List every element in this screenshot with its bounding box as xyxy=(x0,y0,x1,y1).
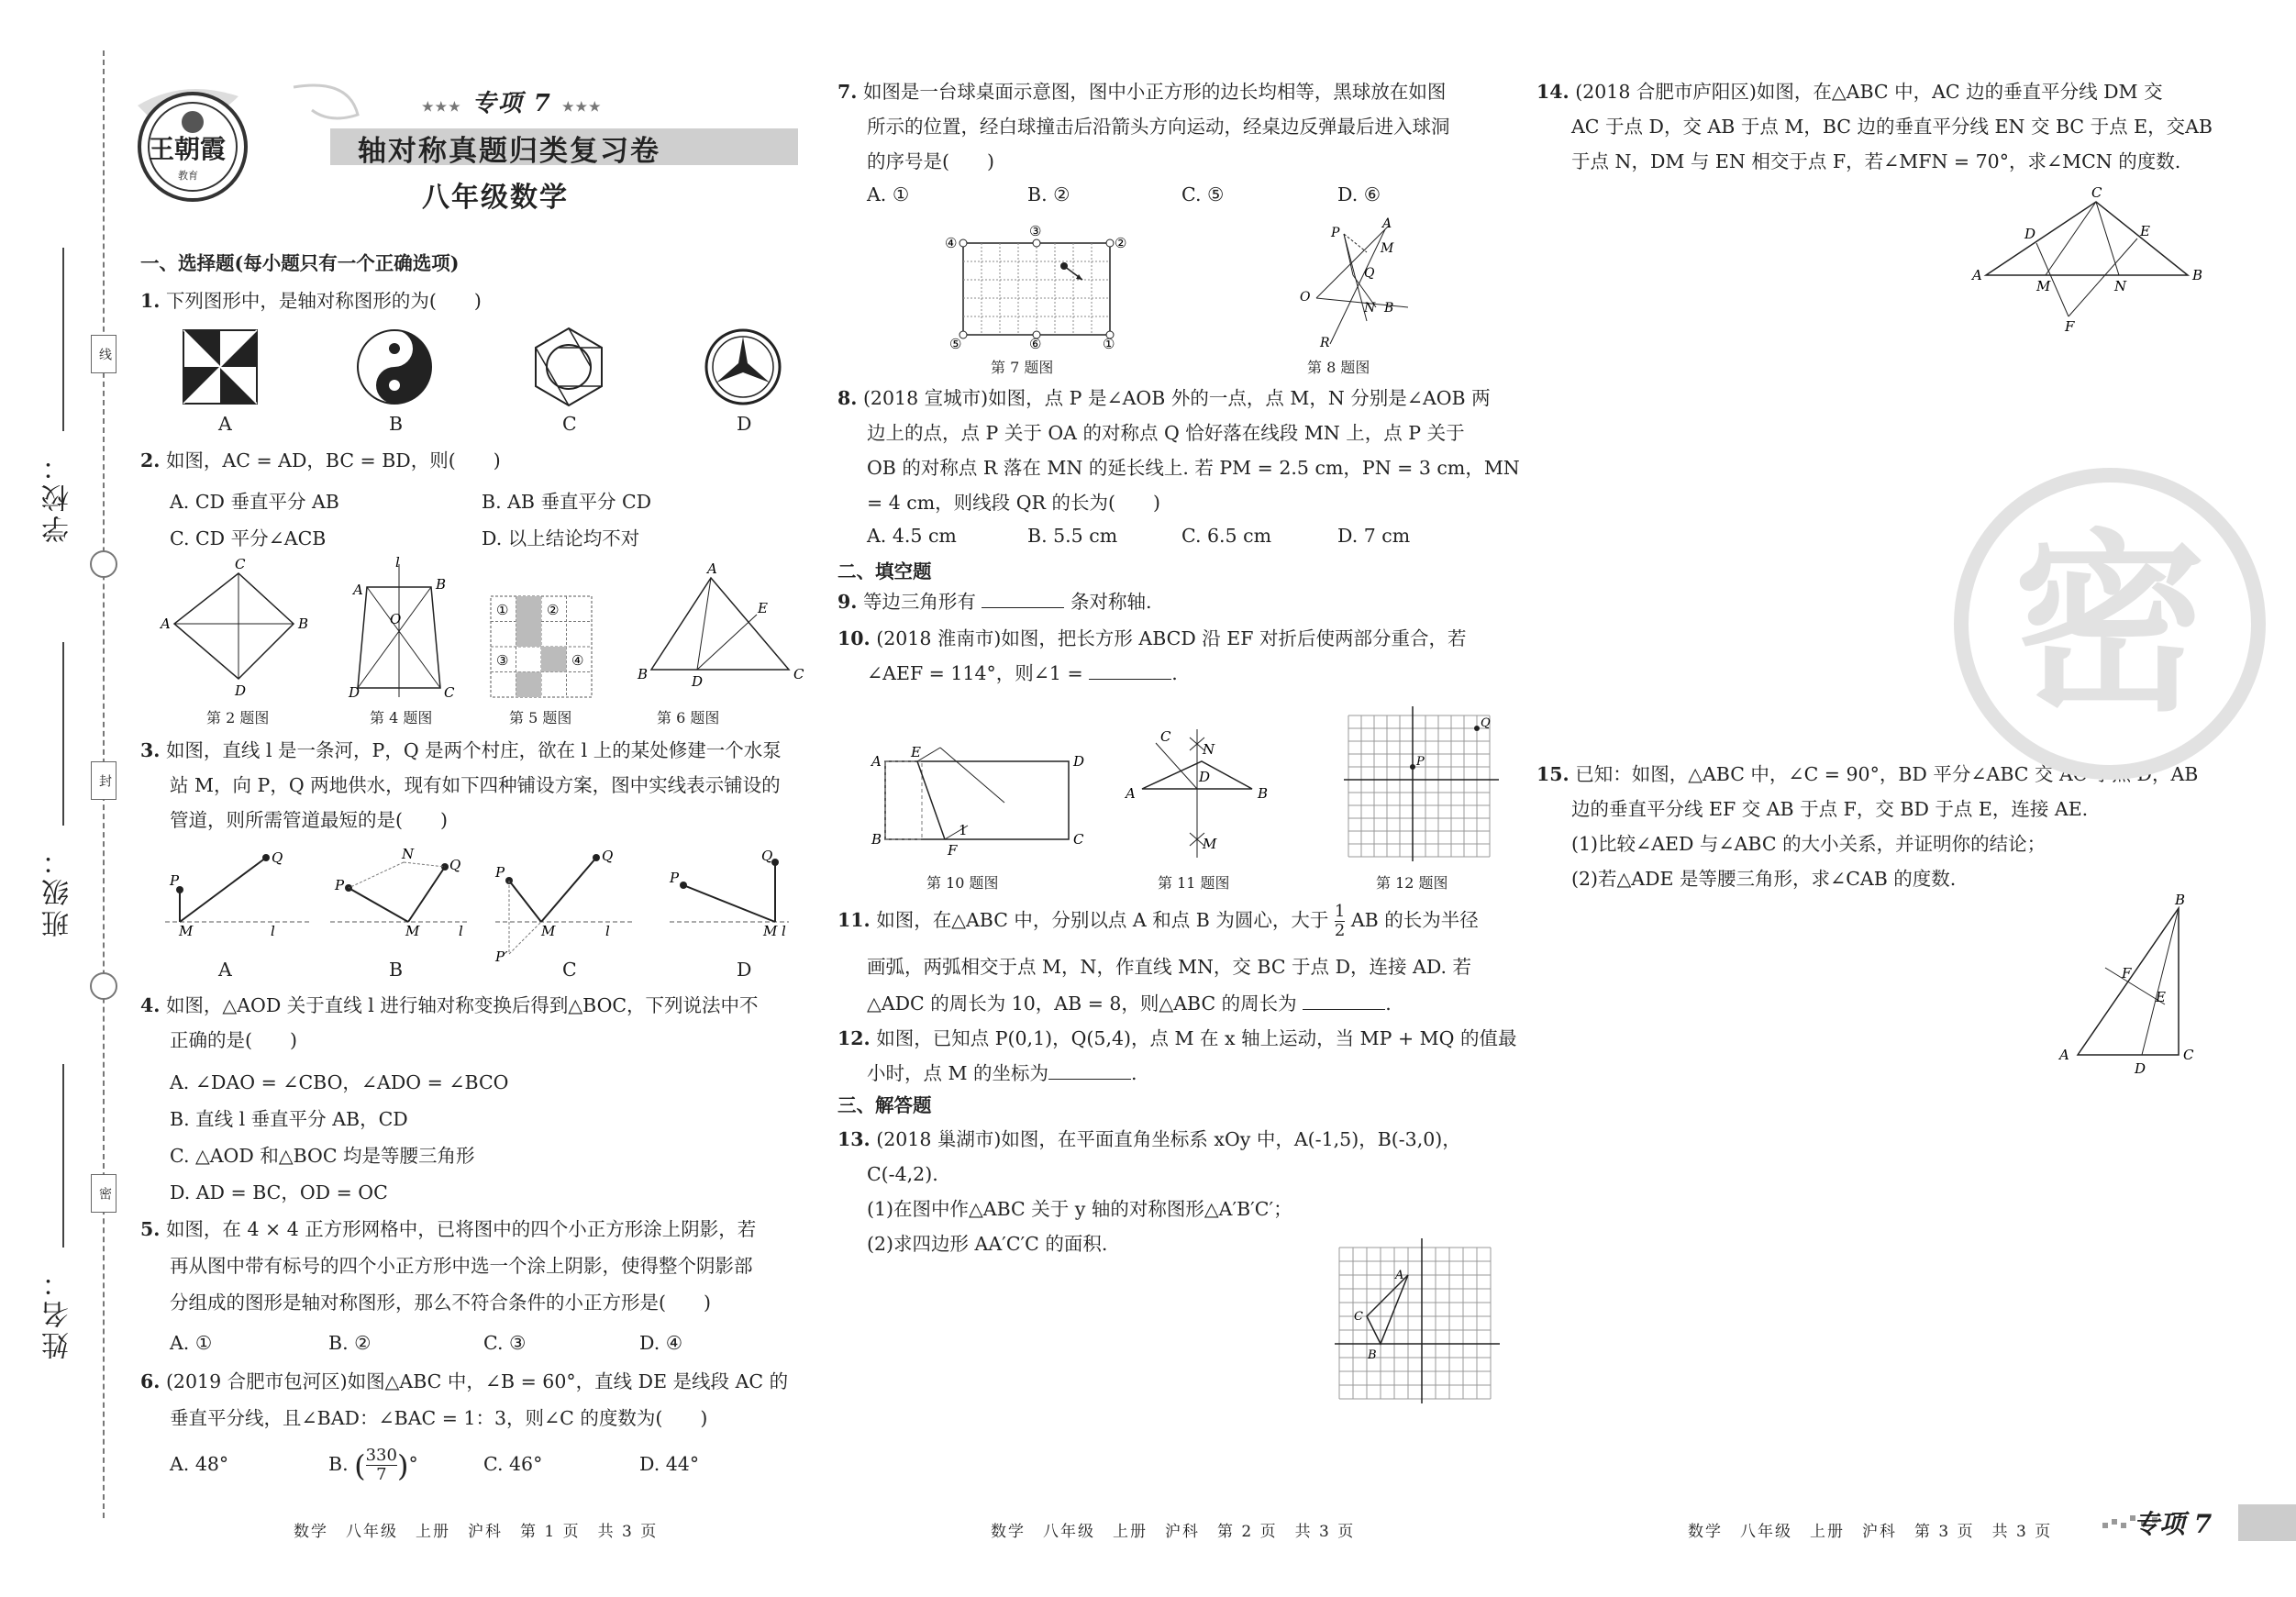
svg-text:l: l xyxy=(782,923,786,939)
svg-text:①: ① xyxy=(1103,336,1115,352)
question-4: 4. 如图，△AOD 关于直线 l 进行轴对称变换后得到△BOC，下列说法中不 xyxy=(140,994,759,1016)
q13-line: (2)求四边形 AA′C′C 的面积. xyxy=(867,1233,1108,1255)
svg-text:B: B xyxy=(2192,267,2203,283)
svg-text:D: D xyxy=(692,673,704,690)
caption: 第 7 题图 xyxy=(991,359,1054,376)
q1-option-d[interactable]: D xyxy=(737,413,752,435)
q10-answer-blank[interactable] xyxy=(1089,662,1171,680)
angle-reflection-figure xyxy=(1289,216,1417,350)
q3-figures xyxy=(165,844,807,965)
plan-b xyxy=(330,846,468,939)
svg-text:F: F xyxy=(948,842,958,859)
binding-margin xyxy=(0,0,138,1597)
section-fill: 二、填空题 xyxy=(837,560,932,582)
confidential-watermark-icon xyxy=(1954,468,2266,780)
svg-text:③: ③ xyxy=(496,652,509,669)
svg-text:⑤: ⑤ xyxy=(949,336,962,352)
question-8: 8. (2018 宣城市)如图，点 P 是∠AOB 外的一点，点 M，N 分别是∠AOB 两 xyxy=(837,387,1491,409)
q9-answer-blank[interactable] xyxy=(982,591,1064,608)
star-icon: ★★★ xyxy=(422,100,462,115)
caption: 第 4 题图 xyxy=(370,709,433,726)
class-label: 班级： xyxy=(42,844,74,937)
point-P xyxy=(1410,764,1415,770)
svg-text:M: M xyxy=(405,923,420,939)
q1-figures xyxy=(174,326,798,417)
q8-line: 边上的点，点 P 关于 OA 的对称点 Q 恰好落在线段 MN 上，点 P 关于 xyxy=(867,422,1465,444)
svg-text:②: ② xyxy=(547,602,560,618)
svg-text:D: D xyxy=(1073,753,1085,770)
svg-text:B: B xyxy=(1384,301,1394,316)
svg-text:P: P xyxy=(170,872,180,889)
svg-text:①: ① xyxy=(496,602,509,618)
q6-option-a[interactable]: A. 48° xyxy=(170,1453,229,1475)
q1-option-a[interactable]: A xyxy=(218,413,232,435)
vertex-label: C xyxy=(1354,1310,1363,1324)
svg-text:l: l xyxy=(605,923,610,939)
q7-line: 的序号是( ) xyxy=(867,150,994,172)
question-5: 5. 如图，在 4 × 4 正方形网格中，已将图中的四个小正方形涂上阴影，若 xyxy=(140,1218,757,1240)
svg-text:D: D xyxy=(349,684,360,701)
svg-text:O: O xyxy=(1300,290,1311,305)
q2-q6-figures xyxy=(156,554,816,715)
svg-text:④: ④ xyxy=(571,652,584,669)
svg-text:P: P xyxy=(670,870,680,886)
svg-text:D: D xyxy=(1199,769,1211,785)
question-2: 2. 如图，AC = AD，BC = BD，则( ) xyxy=(140,449,501,471)
svg-text:1: 1 xyxy=(959,822,968,838)
caption: 第 12 题图 xyxy=(1376,874,1448,892)
svg-text:D: D xyxy=(2024,226,2036,242)
q14-line: AC 于点 D，交 AB 于点 M，BC 边的垂直平分线 EN 交 BC 于点 E，交AB xyxy=(1571,116,2213,138)
logo-text: 王朝霞 xyxy=(149,134,227,164)
svg-text:M: M xyxy=(2036,278,2051,294)
section-choice: 一、选择题(每小题只有一个正确选项) xyxy=(140,252,460,274)
binding-hole-icon xyxy=(90,550,117,578)
caption: 第 5 题图 xyxy=(509,709,572,726)
q8-option-b[interactable]: B. 5.5 cm xyxy=(1027,525,1118,547)
logo-sub: 教育 xyxy=(178,170,198,182)
svg-text:P: P xyxy=(495,864,505,881)
svg-text:B: B xyxy=(638,666,649,682)
question-12: 12. 如图，已知点 P(0,1)，Q(5,4)，点 M 在 x 轴上运动，当 MP + MQ 的值最 xyxy=(837,1027,1517,1049)
page-subtitle: 八年级数学 xyxy=(422,182,569,214)
footer-page-2: 数学 八年级 上册 沪科 第 2 页 共 3 页 xyxy=(991,1523,1356,1541)
svg-text:E: E xyxy=(2140,223,2150,239)
svg-text:C: C xyxy=(2091,184,2102,201)
q5-option-a[interactable]: A. ① xyxy=(170,1332,213,1354)
section-solve: 三、解答题 xyxy=(837,1094,932,1116)
q7-option-b[interactable]: B. ② xyxy=(1027,183,1070,205)
seal-char: 线 xyxy=(91,335,116,373)
svg-text:④: ④ xyxy=(945,235,958,251)
school-label: 学校： xyxy=(42,449,74,543)
svg-text:N: N xyxy=(402,846,415,862)
page-title: 轴对称真题归类复习卷 xyxy=(358,135,660,168)
svg-text:D: D xyxy=(2135,1060,2146,1077)
q14-line: 于点 N，DM 与 EN 相交于点 F，若∠MFN = 70°，求∠MCN 的度数. xyxy=(1571,150,2181,172)
q6-line: 垂直平分线，且∠BAD：∠BAC = 1：3，则∠C 的度数为( ) xyxy=(170,1407,708,1429)
q15-line: 边的垂直平分线 EF 交 AB 于点 F，交 BD 于点 E，连接 AE. xyxy=(1571,798,2089,820)
svg-text:R: R xyxy=(1320,336,1330,350)
svg-text:Q: Q xyxy=(1364,266,1375,281)
q6-option-c[interactable]: C. 46° xyxy=(483,1453,543,1475)
svg-text:A: A xyxy=(707,560,717,577)
point-label: P xyxy=(1416,755,1425,769)
q8-line: = 4 cm，则线段 QR 的长为( ) xyxy=(867,492,1160,514)
q3-line: 站 M，向 P，Q 两地供水，现有如下四种铺设方案，图中实线表示铺设的 xyxy=(170,774,781,796)
question-15: 15. 已知：如图，△ABC 中，∠C = 90°，BD 平分∠ABC 交 AC 于点 D，AB xyxy=(1536,763,2199,785)
svg-text:C: C xyxy=(2183,1047,2194,1063)
q11-line: 画弧，两弧相交于点 M，N，作直线 MN，交 BC 于点 D，连接 AD. 若 xyxy=(867,956,1472,978)
q2-option-c[interactable]: C. CD 平分∠ACB xyxy=(170,527,327,549)
svg-text:B: B xyxy=(2175,892,2186,908)
svg-text:A: A xyxy=(1126,785,1136,802)
caption: 第 11 题图 xyxy=(1158,874,1230,892)
svg-text:C: C xyxy=(793,666,804,682)
binding-hole-icon xyxy=(90,972,117,1000)
svg-text:B: B xyxy=(871,831,882,848)
q12-line2: 小时，点 M 的坐标为 . xyxy=(867,1062,1137,1084)
seal-char: 密 xyxy=(91,1174,116,1213)
svg-text:l: l xyxy=(459,923,463,939)
q7-line: 所示的位置，经白球撞击后沿箭头方向运动，经桌边反弹最后进入球洞 xyxy=(867,116,1450,138)
perp-bisector-figure xyxy=(1124,725,1270,862)
q15-right-triangle-figure xyxy=(2050,892,2197,1082)
svg-text:A: A xyxy=(2059,1047,2069,1063)
svg-text:B: B xyxy=(298,616,309,632)
svg-text:C: C xyxy=(235,556,246,572)
fold-rectangle-figure xyxy=(867,734,1085,862)
q15-line: (2)若△ADE 是等腰三角形，求∠CAB 的度数. xyxy=(1571,868,1957,890)
q13-line: (1)在图中作△ABC 关于 y 轴的对称图形△A′B′C′； xyxy=(867,1198,1292,1220)
question-11: 11. 如图，在△ABC 中，分别以点 A 和点 B 为圆心，大于 $\frac{1}{2}$ AB 的长为半径 xyxy=(837,902,1479,940)
trapezoid-figure xyxy=(348,554,455,701)
q3-option-b[interactable]: B xyxy=(389,959,404,981)
svg-text:M: M xyxy=(179,923,194,939)
q11-line3: △ADC 的周长为 10，AB = 8，则△ABC 的周长为 . xyxy=(867,993,1392,1015)
svg-text:P′: P′ xyxy=(495,948,508,965)
q3-option-c[interactable]: C xyxy=(562,959,577,981)
svg-text:A: A xyxy=(1382,216,1392,231)
q4-option-b[interactable]: B. 直线 l 垂直平分 AB，CD xyxy=(170,1108,408,1130)
svg-text:⑥: ⑥ xyxy=(1029,336,1042,352)
triangle-figure xyxy=(637,560,804,690)
q7-option-c[interactable]: C. ⑤ xyxy=(1181,183,1225,205)
question-6: 6. (2019 合肥市包河区)如图△ABC 中，∠B = 60°，直线 DE 是线段 AC 的 xyxy=(140,1370,789,1392)
svg-text:E: E xyxy=(2156,989,2166,1005)
svg-text:P: P xyxy=(1331,226,1340,240)
svg-text:N: N xyxy=(2114,278,2127,294)
q8-line: OB 的对称点 R 落在 MN 的延长线上. 若 PM = 2.5 cm，PN = 3 cm，MN xyxy=(867,457,1520,479)
svg-text:F: F xyxy=(2065,318,2075,335)
q8-option-a[interactable]: A. 4.5 cm xyxy=(867,525,957,547)
pinwheel-figure xyxy=(183,330,257,404)
caption: 第 2 题图 xyxy=(206,709,270,726)
q1-option-c[interactable]: C xyxy=(562,413,577,435)
q2-option-b[interactable]: B. AB 垂直平分 CD xyxy=(482,491,652,513)
plan-c xyxy=(494,848,633,965)
footer-badge-bg xyxy=(2238,1504,2296,1541)
svg-text:M: M xyxy=(763,923,778,939)
svg-text:M: M xyxy=(1203,836,1217,852)
name-field xyxy=(62,1064,64,1248)
svg-text:B: B xyxy=(1258,785,1269,802)
question-13: 13. (2018 巢湖市)如图，在平面直角坐标系 xOy 中，A(-1,5)，B(-3,0)， xyxy=(837,1128,1461,1150)
plan-d xyxy=(669,848,789,939)
svg-text:Q: Q xyxy=(449,857,461,873)
q14-triangle-figure xyxy=(1968,184,2206,335)
seal-char: 封 xyxy=(91,761,116,800)
svg-text:C: C xyxy=(1160,728,1171,745)
q13-line: C(-4,2). xyxy=(867,1163,938,1185)
billiard-table-figure xyxy=(945,225,1128,353)
svg-text:E: E xyxy=(911,744,921,760)
q7-option-a[interactable]: A. ① xyxy=(867,183,910,205)
coordinate-grid-q12 xyxy=(1330,706,1514,867)
footer-page-3: 数学 八年级 上册 沪科 第 3 页 共 3 页 xyxy=(1688,1523,2053,1541)
point-label: Q xyxy=(1481,716,1491,730)
plan-a xyxy=(165,849,312,939)
question-9: 9. 等边三角形有 条对称轴. xyxy=(837,591,1152,613)
q12-answer-blank[interactable] xyxy=(1048,1062,1131,1080)
svg-text:C: C xyxy=(1073,831,1084,848)
q3-option-d[interactable]: D xyxy=(737,959,752,981)
class-field xyxy=(62,642,64,826)
point-Q xyxy=(1474,726,1480,731)
vertex-label: B xyxy=(1368,1348,1377,1362)
q7-option-d[interactable]: D. ⑥ xyxy=(1337,183,1381,205)
footer-page-1: 数学 八年级 上册 沪科 第 1 页 共 3 页 xyxy=(294,1523,659,1541)
q8-option-d[interactable]: D. 7 cm xyxy=(1337,525,1411,547)
svg-text:E: E xyxy=(758,600,768,616)
svg-text:D: D xyxy=(235,682,247,699)
watermark-char: 密 xyxy=(2013,511,2206,738)
q5-option-c[interactable]: C. ③ xyxy=(483,1332,527,1354)
q5-option-d[interactable]: D. ④ xyxy=(639,1332,683,1354)
svg-text:Q: Q xyxy=(602,848,614,864)
svg-text:C: C xyxy=(444,684,455,701)
question-7: 7. 如图是一台球桌面示意图，图中小正方形的边长均相等，黑球放在如图 xyxy=(837,81,1447,103)
svg-text:N: N xyxy=(1364,301,1376,316)
q4-option-d[interactable]: D. AD = BC，OD = OC xyxy=(170,1181,388,1203)
caption: 第 10 题图 xyxy=(926,874,999,892)
q1-option-b[interactable]: B xyxy=(389,413,404,435)
yinyang-figure xyxy=(358,330,431,404)
svg-text:A: A xyxy=(871,753,882,770)
coordinate-grid-q13 xyxy=(1321,1238,1504,1408)
grid-figure xyxy=(491,596,592,697)
svg-text:M: M xyxy=(541,923,556,939)
svg-text:l: l xyxy=(395,554,400,571)
svg-text:P: P xyxy=(335,877,345,893)
svg-text:B: B xyxy=(436,576,447,593)
svg-text:A: A xyxy=(353,582,363,598)
svg-text:③: ③ xyxy=(1029,223,1042,239)
svg-text:F: F xyxy=(2122,965,2132,981)
svg-text:②: ② xyxy=(1115,235,1127,251)
kite-figure xyxy=(159,556,308,699)
question-14: 14. (2018 合肥市庐阳区)如图，在△ABC 中，AC 边的垂直平分线 DM 交 xyxy=(1536,81,2163,103)
school-field xyxy=(62,248,64,431)
name-label: 姓名： xyxy=(42,1266,74,1359)
svg-text:A: A xyxy=(1972,267,1982,283)
q4-option-c[interactable]: C. △AOD 和△BOC 均是等腰三角形 xyxy=(170,1145,475,1167)
q5-line: 再从图中带有标号的四个小正方形中选一个涂上阴影，使得整个阴影部 xyxy=(170,1255,753,1277)
hexagon-figure xyxy=(536,328,602,405)
q2-option-a[interactable]: A. CD 垂直平分 AB xyxy=(170,491,339,513)
question-3: 3. 如图，直线 l 是一条河，P，Q 是两个村庄，欲在 l 上的某处修建一个水泵 xyxy=(140,739,782,761)
q6-option-b[interactable]: B. ( $\frac{330}{7}$ )° xyxy=(328,1446,418,1484)
q4-option-a[interactable]: A. ∠DAO = ∠CBO，∠ADO = ∠BCO xyxy=(170,1071,509,1093)
caption: 第 6 题图 xyxy=(657,709,720,726)
series-label: ★★★ 专项 7 ★★★ xyxy=(422,90,603,117)
star-icon: ★★★ xyxy=(561,100,603,115)
svg-text:Q: Q xyxy=(272,849,283,866)
q2-option-d[interactable]: D. 以上结论均不对 xyxy=(482,527,640,549)
q11-answer-blank[interactable] xyxy=(1303,993,1385,1010)
svg-text:O: O xyxy=(390,611,402,627)
svg-text:M: M xyxy=(1381,241,1394,256)
caption: 第 8 题图 xyxy=(1307,359,1370,376)
q15-line: (1)比较∠AED 与∠ABC 的大小关系，并证明你的结论； xyxy=(1571,833,2046,855)
q6-option-d[interactable]: D. 44° xyxy=(639,1453,700,1475)
q10-line2: ∠AEF = 114°，则∠1 = . xyxy=(867,662,1178,684)
q5-line: 分组成的图形是轴对称图形，那么不符合条件的小正方形是( ) xyxy=(170,1292,711,1314)
svg-text:N: N xyxy=(1203,741,1215,758)
vertex-label: A xyxy=(1395,1269,1404,1282)
svg-text:Q: Q xyxy=(761,848,773,864)
q3-line: 管道，则所需管道最短的是( ) xyxy=(170,809,448,831)
question-10: 10. (2018 淮南市)如图，把长方形 ABCD 沿 EF 对折后使两部分重合，若 xyxy=(837,627,1467,649)
star-emblem-figure xyxy=(706,330,780,404)
q8-option-c[interactable]: C. 6.5 cm xyxy=(1181,525,1272,547)
svg-text:A: A xyxy=(161,616,171,632)
triangle-abc xyxy=(1367,1275,1408,1344)
q3-option-a[interactable]: A xyxy=(218,959,232,981)
q4-line: 正确的是( ) xyxy=(170,1029,297,1051)
footer-badge: 专项 7 xyxy=(2134,1509,2213,1539)
question-1: 1. 下列图形中，是轴对称图形的为( ) xyxy=(140,290,482,312)
q5-option-b[interactable]: B. ② xyxy=(328,1332,372,1354)
svg-text:l: l xyxy=(271,923,275,939)
